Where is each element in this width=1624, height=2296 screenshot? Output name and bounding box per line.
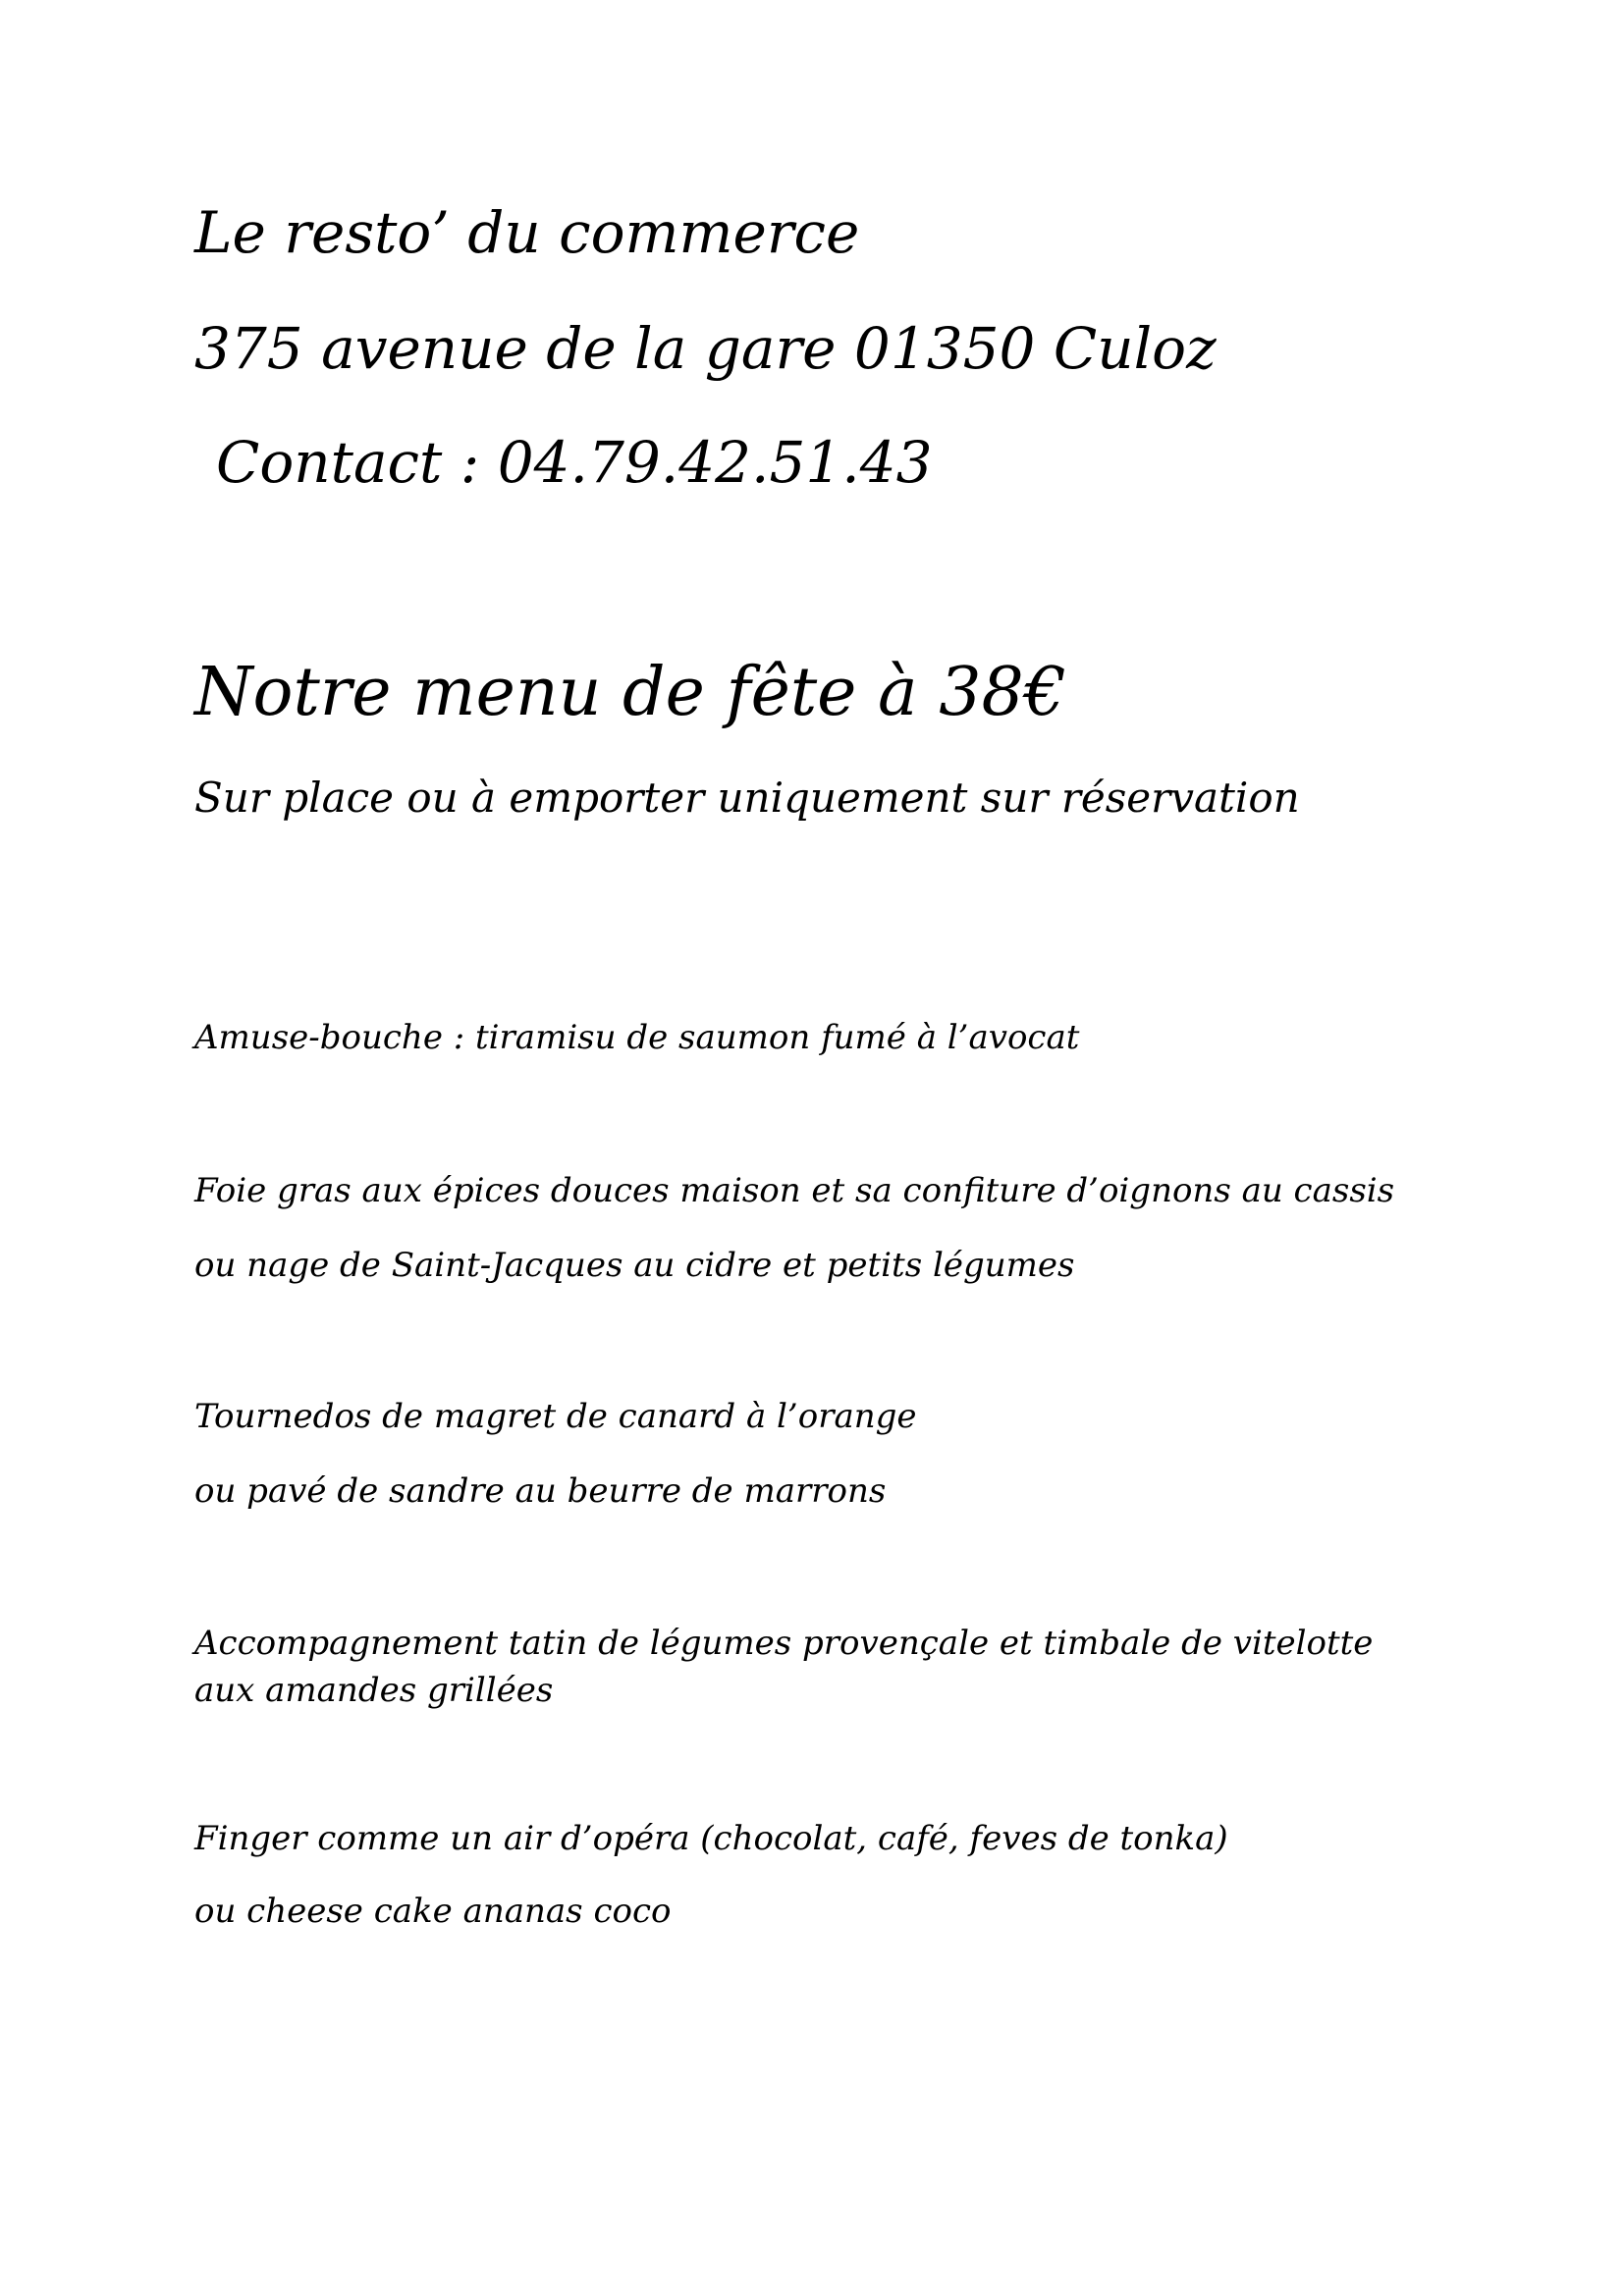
starter-option-1: Foie gras aux épices douces maison et sa confiture d’oignons au cassis [194, 1171, 1395, 1210]
side-dish: Accompagnement tatin de légumes provençale et timbale de vitelotte aux amandes grillées [194, 1624, 1374, 1710]
starter-option-2: ou nage de Saint-Jacques au cidre et petits légumes [194, 1246, 1075, 1285]
main-option-1: Tournedos de magret de canard à l’orange [194, 1397, 917, 1436]
dessert-option-1: Finger comme un air d’opéra (chocolat, café, feves de tonka) [194, 1819, 1228, 1858]
main-option-2: ou pavé de sandre au beurre de marrons [194, 1471, 887, 1511]
menu-subtitle: Sur place ou à emporter uniquement sur réservation [194, 774, 1300, 822]
restaurant-contact: Contact : 04.79.42.51.43 [216, 429, 933, 496]
menu-title: Notre menu de fête à 38€ [194, 654, 1066, 731]
dessert-option-2: ou cheese cake ananas coco [194, 1892, 672, 1931]
restaurant-address: 375 avenue de la gare 01350 Culoz [194, 315, 1217, 382]
amuse-bouche: Amuse-bouche : tiramisu de saumon fumé à l’avocat [194, 1018, 1080, 1057]
restaurant-name: Le resto’ du commerce [194, 199, 860, 266]
